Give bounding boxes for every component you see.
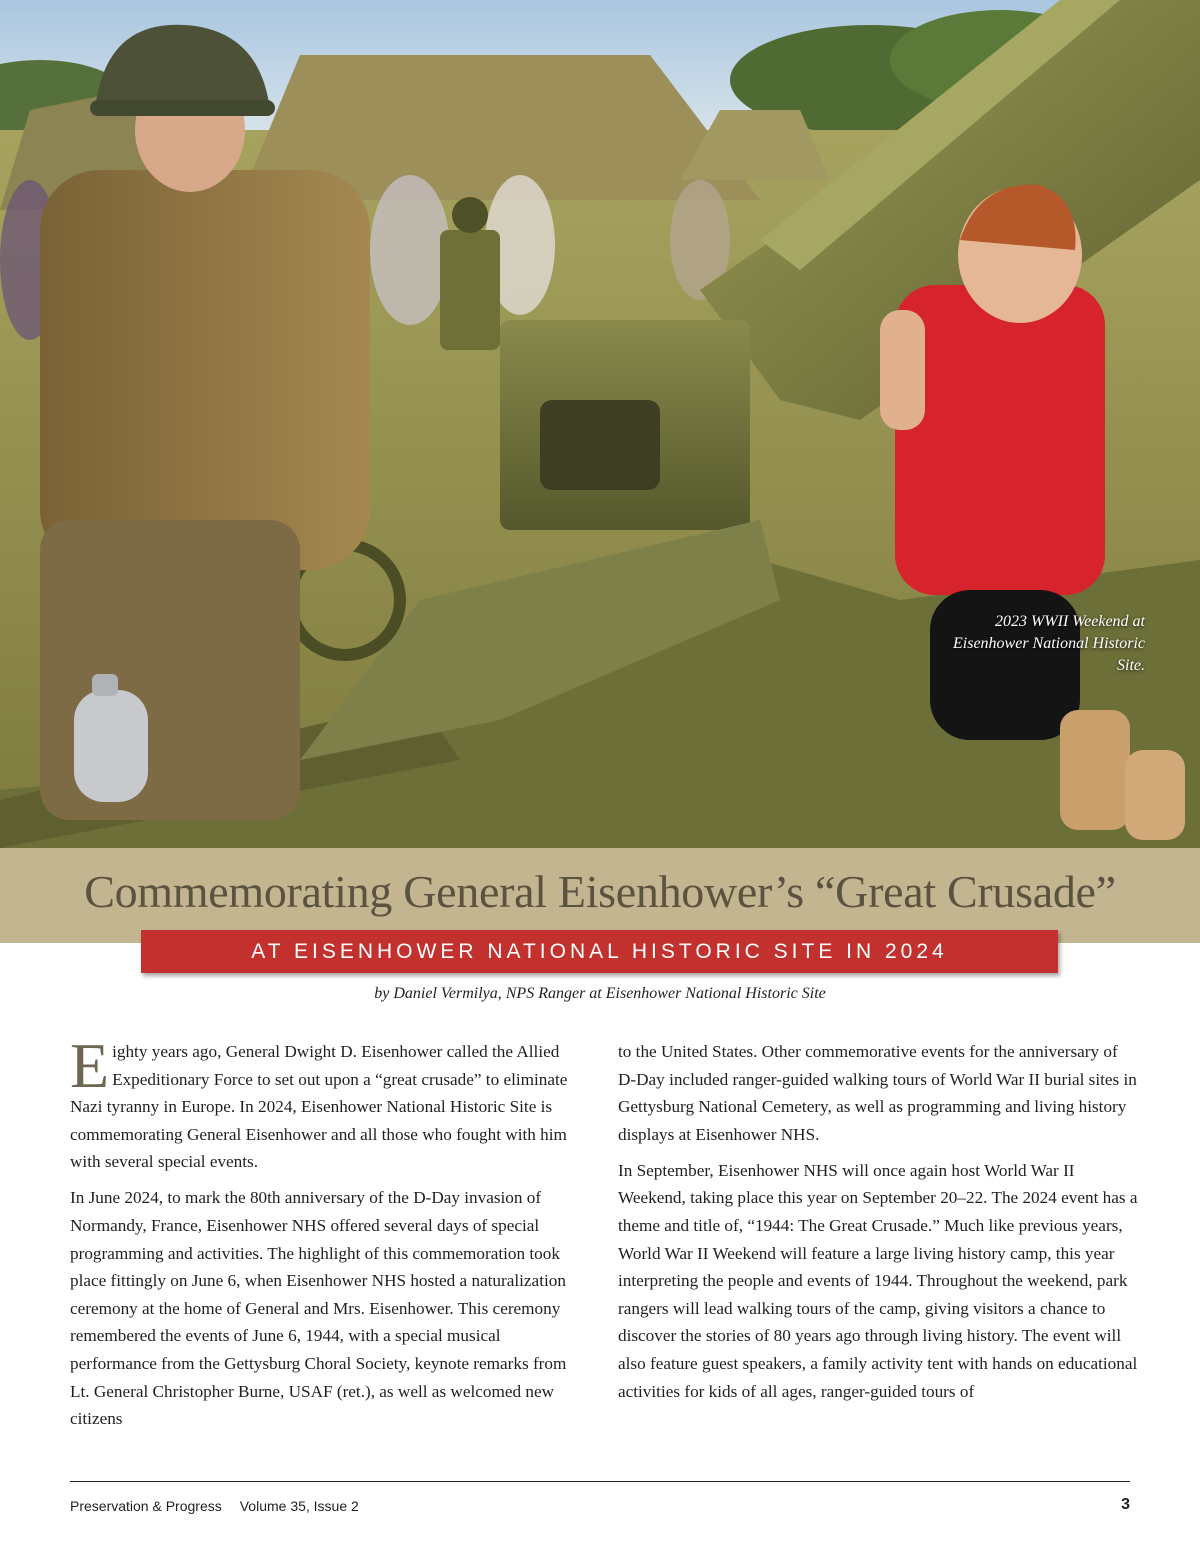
byline: by Daniel Vermilya, NPS Ranger at Eisenhower National Historic Site [374,985,826,1002]
paragraph-1 [70,1030,590,1176]
paragraph-4: In September, Eisenhower NHS will once again host World War II Weekend, taking place this year on September 20–22. The 2024 event has a theme and title of, “1944: The Great Crusade.” Much like previous years, World War II Weekend will feature a large living history camp, this year interpreting the people and events of 1944. Throughout the weekend, park rangers will lead walking tours of the camp, giving visitors a chance to discover the stories of 80 years ago through living history. The event will also feature guest speakers, a family activity tent with hands on educational activities for kids of all ages, ranger-guided tours of [618,1160,1138,1401]
footer-rule [70,1481,1130,1482]
drop-cap: E [70,1030,110,1101]
gun-sight-window [540,400,660,490]
publication-name: Preservation & Progress [70,1498,222,1514]
page-number: 3 [1121,1496,1130,1513]
issue-info: Volume 35, Issue 2 [239,1498,359,1514]
article-subtitle: AT EISENHOWER NATIONAL HISTORIC SITE IN 2024 [251,939,948,963]
subtitle-bar [141,930,1058,973]
article-title: Commemorating General Eisenhower’s “Great Crusade” [84,866,1116,917]
paragraph-3: to the United States. Other commemorative events for the anniversary of D-Day included ranger-guided walking tours of World War II burial sites in Gettysburg National Cemetery, as well as programming and living history displays at Eisenhower NHS. [618,1042,1137,1144]
column-left [70,1030,590,1441]
photo-caption: 2023 WWII Weekend at Eisenhower National Historic Site. [953,613,1145,674]
paragraph-2: In June 2024, to mark the 80th anniversary of the D-Day invasion of Normandy, France, Eisenhower NHS offered several days of special programming and activities. The highlight of this commemoration took place fittingly on June 6, when Eisenhower NHS hosted a naturalization ceremony at the home of General and Mrs. Eisenhower. This ceremony remembered the events of June 6, 1944, with a special musical performance from the Gettysburg Choral Society, keynote remarks from Lt. General Christopher Burne, USAF (ret.), as well as welcomed new citizens [70,1188,567,1429]
footer-publication [70,1498,359,1514]
column-right [618,1038,1138,1414]
canteen-cap [92,674,118,696]
paragraph-1-text: ighty years ago, General Dwight D. Eisenhower called the Allied Expeditionary Force to set out upon a “great crusade” to eliminate Nazi tyranny in Europe. In 2024, Eisenhower National Historic Site is commemorating General Eisenhower and all those who fought with him with several special events. [70,1042,568,1172]
canteen [74,690,148,802]
sight-knob [452,197,488,233]
title-band [0,848,1200,943]
sight-scope [440,230,500,350]
